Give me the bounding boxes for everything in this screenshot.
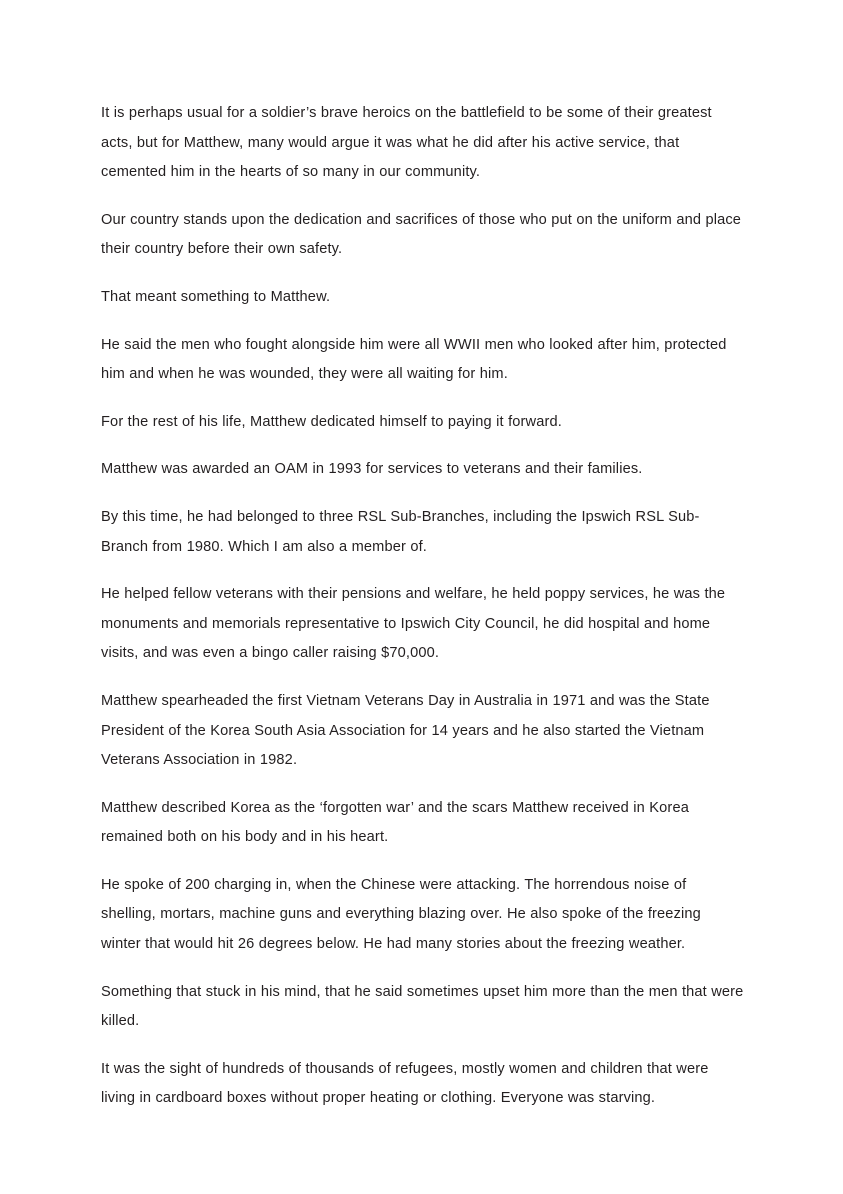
- paragraph: It was the sight of hundreds of thousands of refugees, mostly women and children that were living in cardboard boxes without proper heating or clothing. Everyone was starving.: [101, 1060, 709, 1107]
- paragraph: By this time, he had belonged to three RSL Sub-Branches, including the Ipswich RSL Sub-Branch from 1980. Which I am also a member of.: [101, 508, 700, 555]
- paragraph: Our country stands upon the dedication and sacrifices of those who put on the uniform and place their country before their own safety.: [101, 211, 742, 258]
- paragraph: Something that stuck in his mind, that he said sometimes upset him more than the men that were killed.: [101, 983, 744, 1030]
- paragraph: He said the men who fought alongside him were all WWII men who looked after him, protected him and when he was wounded, they were all waiting for him.: [101, 336, 727, 383]
- paragraph: For the rest of his life, Matthew dedicated himself to paying it forward.: [101, 413, 562, 430]
- paragraph: He helped fellow veterans with their pensions and welfare, he held poppy services, he was the monuments and memorials representative to Ipswich City Council, he did hospital and home visits, and was even a bingo caller raising $70,000.: [101, 586, 726, 662]
- paragraph: He spoke of 200 charging in, when the Chinese were attacking. The horrendous noise of shelling, mortars, machine guns and everything blazing over. He also spoke of the freezing winter that would hit 26 degrees below. He had many stories about the freezing weather.: [101, 876, 701, 953]
- paragraph: Matthew described Korea as the ‘forgotten war’ and the scars Matthew received in Korea remained both on his body and in his heart.: [101, 799, 689, 846]
- paragraph: Matthew spearheaded the first Vietnam Veterans Day in Australia in 1971 and was the State President of the Korea South Asia Association for 14 years and he also started the Vietnam Veterans Association in 1982.: [101, 692, 710, 769]
- paragraph: Matthew was awarded an OAM in 1993 for services to veterans and their families.: [101, 461, 643, 478]
- paragraph: That meant something to Matthew.: [101, 288, 331, 305]
- paragraph: It is perhaps usual for a soldier’s brave heroics on the battlefield to be some of their greatest acts, but for Matthew, many would argue it was what he did after his active service, that cemented him in the hearts of so many in our community.: [101, 105, 712, 181]
- document-body: [101, 99, 744, 1114]
